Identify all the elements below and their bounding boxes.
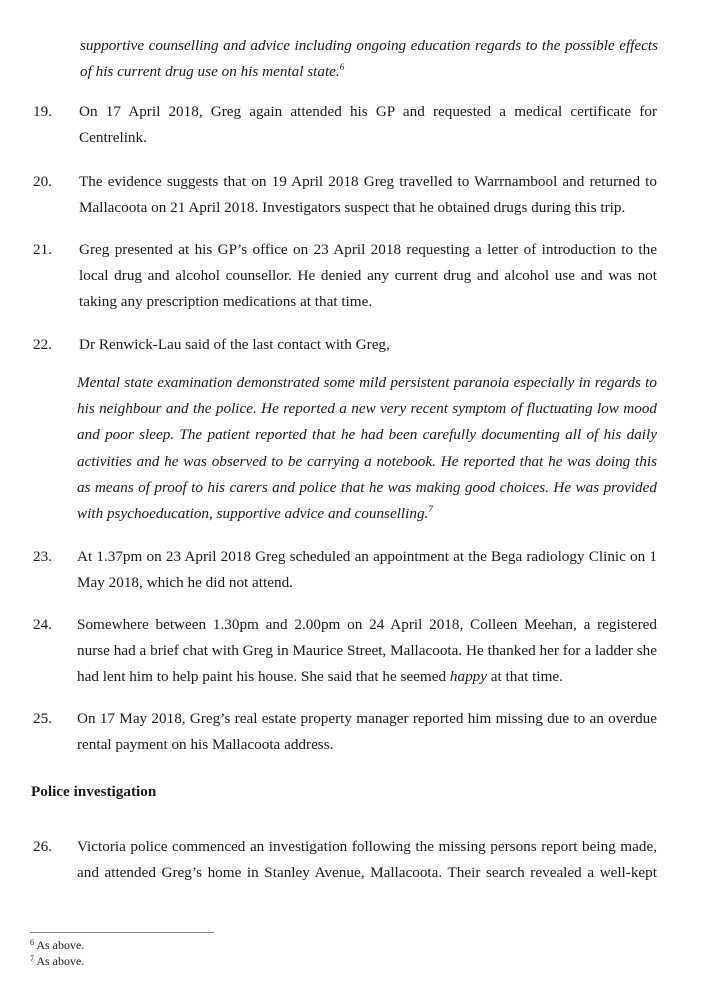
paragraph-number: 19. bbox=[33, 103, 52, 120]
continued-quote-text: supportive counselling and advice including ongoing education regards to the possible effects of his current drug use on his mental state. bbox=[80, 37, 658, 81]
footnote-6 bbox=[30, 938, 84, 953]
footnote-number: 6 bbox=[30, 938, 34, 947]
footnote-divider bbox=[30, 932, 214, 933]
block-quote bbox=[77, 370, 657, 527]
paragraph-text: Greg presented at his GP’s office on 23 April 2018 requesting a letter of introduction to the local drug and alcohol counsellor. He denied any current drug and alcohol use and was not taking any prescription medications at that time. bbox=[79, 241, 657, 310]
footnote-number: 7 bbox=[30, 954, 34, 963]
paragraph-text: On 17 April 2018, Greg again attended his GP and requested a medical certificate for Centrelink. bbox=[79, 103, 657, 146]
emphasis-happy: happy bbox=[449, 668, 487, 685]
block-quote-text: Mental state examination demonstrated some mild persistent paranoia especially in regards to his neighbour and the police. He reported a new very recent symptom of fluctuating low mood and poor sleep. The patient reported that he had been carefully documenting all of his daily activities and he was observed to be carrying a notebook. He reported that he was doing this as means of proof to his carers and police that he was making good choices. He was provided with psychoeducation, supportive advice and counselling. bbox=[77, 374, 657, 523]
paragraph-text: Dr Renwick-Lau said of the last contact with Greg, bbox=[79, 336, 390, 353]
paragraph-number: 26. bbox=[33, 838, 52, 855]
paragraph-text: On 17 May 2018, Greg’s real estate property manager reported him missing due to an overdue rental payment on his Mallacoota address. bbox=[77, 710, 657, 753]
paragraph-text: Victoria police commenced an investigation following the missing persons report being made, and attended Greg’s home in Stanley Avenue, Mallacoota. Their search revealed a well-kept bbox=[77, 838, 657, 881]
continued-quote bbox=[80, 33, 658, 85]
text-segment: at that time. bbox=[487, 668, 563, 685]
paragraph-number: 23. bbox=[33, 548, 52, 565]
footnote-7 bbox=[30, 954, 84, 969]
paragraph-number: 20. bbox=[33, 173, 52, 190]
text-segment: Somewhere between 1.30pm and 2.00pm on 24 April 2018, Colleen Meehan, a registered nurse had a brief chat with Greg in Maurice Street, Mallacoota. He thanked her for a ladder she had lent him to help paint his house. She said that he seemed bbox=[77, 616, 657, 685]
paragraph-text: The evidence suggests that on 19 April 2018 Greg travelled to Warrnambool and returned to Mallacoota on 21 April 2018. Investigators suspect that he obtained drugs during this trip. bbox=[79, 173, 657, 216]
footnote-text: As above. bbox=[36, 938, 85, 952]
paragraph-number: 21. bbox=[33, 241, 52, 258]
section-heading: Police investigation bbox=[31, 783, 157, 800]
footnote-ref-6: 6 bbox=[339, 62, 345, 73]
paragraph-number: 25. bbox=[33, 710, 52, 727]
paragraph-number: 22. bbox=[33, 336, 52, 353]
footnote-ref-7: 7 bbox=[428, 504, 433, 515]
paragraph-number: 24. bbox=[33, 616, 52, 633]
paragraph-text: At 1.37pm on 23 April 2018 Greg scheduled an appointment at the Bega radiology Clinic on 1 May 2018, which he did not attend. bbox=[77, 548, 657, 591]
paragraph-text bbox=[77, 612, 657, 690]
footnote-text: As above. bbox=[36, 954, 85, 968]
